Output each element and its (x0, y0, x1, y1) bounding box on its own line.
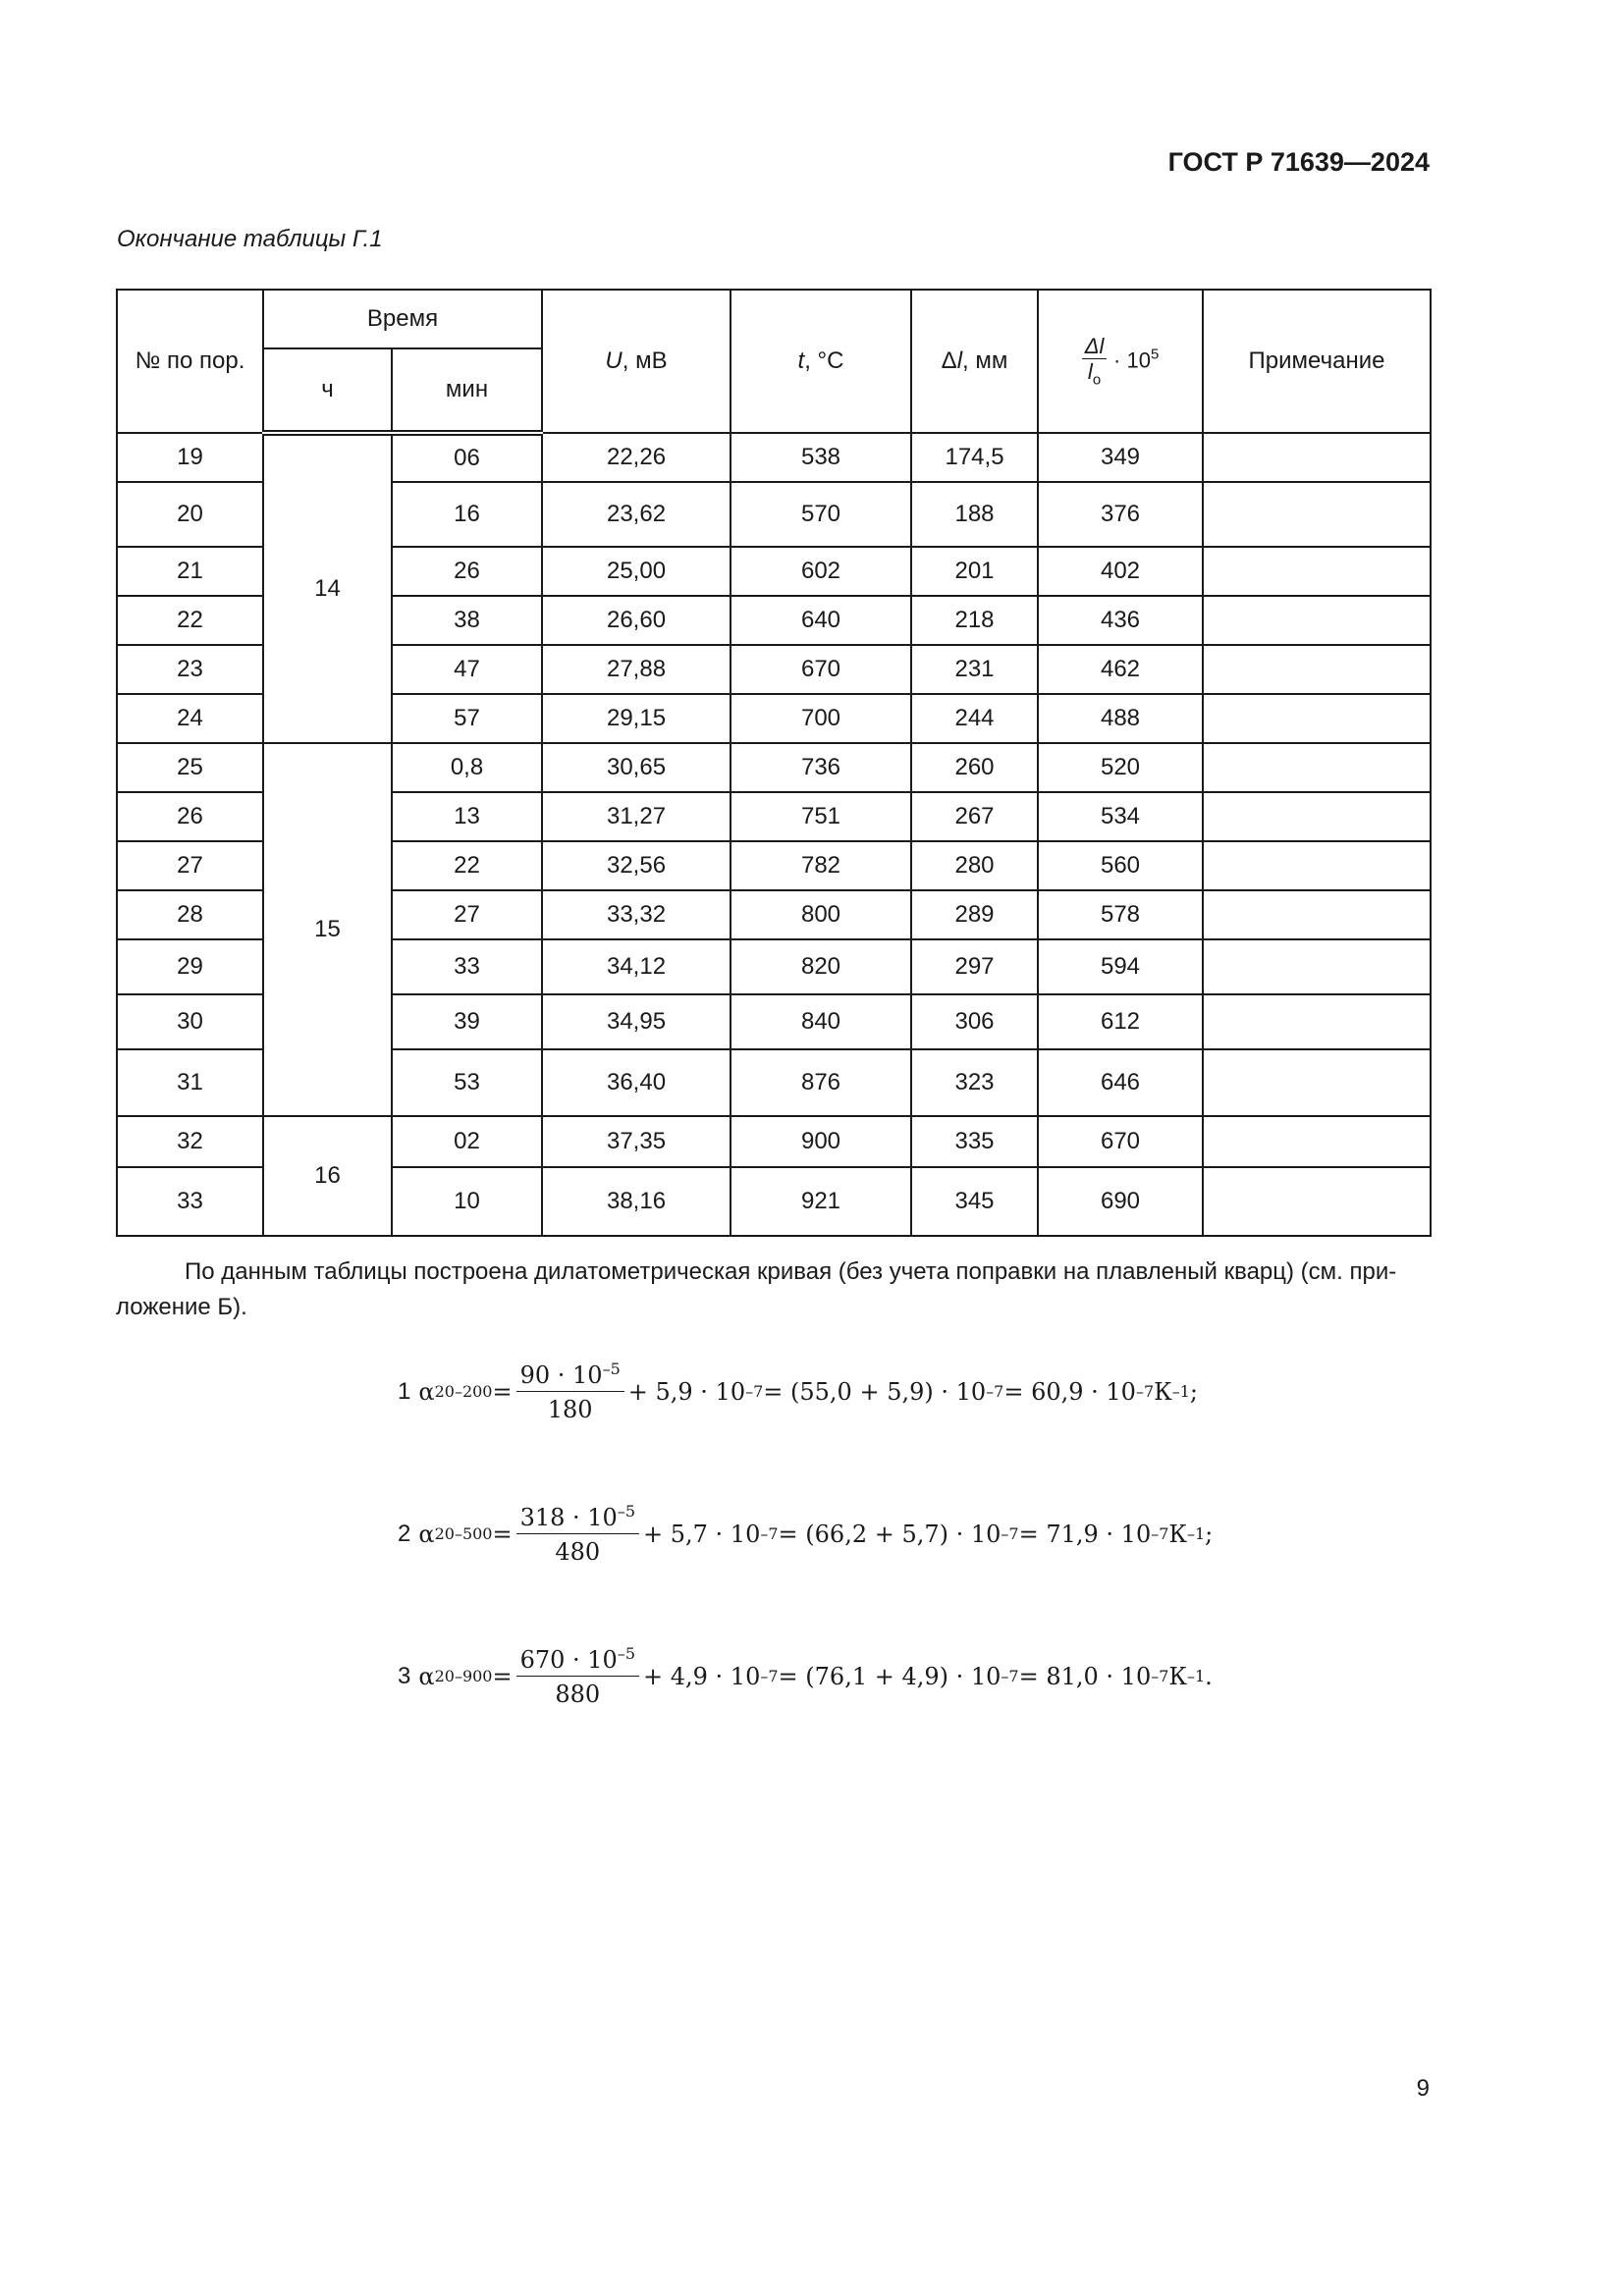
cell-dl: 280 (911, 841, 1038, 890)
alpha-symbol: α (418, 1662, 435, 1690)
cell-minutes: 22 (392, 841, 542, 890)
ratio-numerator: Δl (1082, 334, 1108, 359)
cell-dl: 260 (911, 743, 1038, 792)
formula-unit: К (1168, 1520, 1187, 1548)
cell-t: 800 (731, 890, 911, 939)
fraction-denominator: 480 (555, 1538, 601, 1566)
cell-minutes: 06 (392, 433, 542, 482)
cell-minutes: 27 (392, 890, 542, 939)
cell-ratio: 436 (1038, 596, 1203, 645)
formula-fraction (516, 1644, 639, 1708)
formula-end: ; (1189, 1377, 1198, 1406)
header-hours: ч (263, 348, 392, 433)
cell-note (1203, 645, 1431, 694)
cell-minutes: 47 (392, 645, 542, 694)
alpha-range: 20–500 (434, 1524, 493, 1543)
cell-num: 31 (117, 1049, 263, 1116)
formula-label: 2 (398, 1520, 411, 1547)
document-id: ГОСТ Р 71639—2024 (1167, 147, 1430, 177)
table-body (117, 433, 1431, 1236)
numerator-exponent: –5 (602, 1360, 621, 1378)
cell-u: 32,56 (542, 841, 731, 890)
table-row (117, 1116, 1431, 1167)
cell-dl: 231 (911, 645, 1038, 694)
cell-note (1203, 482, 1431, 547)
cell-minutes: 02 (392, 1116, 542, 1167)
cell-note (1203, 547, 1431, 596)
cell-t: 570 (731, 482, 911, 547)
formula-end: ; (1205, 1520, 1214, 1548)
equals-sign: = (492, 1662, 513, 1690)
formula-unit: К (1168, 1662, 1187, 1690)
cell-t: 670 (731, 645, 911, 694)
header-dl: Δl, мм (911, 290, 1038, 433)
cell-note (1203, 743, 1431, 792)
formula-result: = 71,9 · 10 (1018, 1520, 1152, 1548)
cell-u: 37,35 (542, 1116, 731, 1167)
cell-num: 25 (117, 743, 263, 792)
fraction-numerator (516, 1502, 639, 1534)
formula-exponent: –7 (760, 1667, 779, 1685)
formula-term: + 5,9 · 10 (627, 1377, 746, 1406)
formula-exponent: –7 (1001, 1524, 1019, 1543)
cell-t: 900 (731, 1116, 911, 1167)
cell-dl: 218 (911, 596, 1038, 645)
cell-num: 21 (117, 547, 263, 596)
cell-hours: 16 (263, 1116, 392, 1236)
cell-t: 820 (731, 939, 911, 994)
cell-t: 700 (731, 694, 911, 743)
cell-ratio: 462 (1038, 645, 1203, 694)
formula-fraction (516, 1360, 624, 1423)
alpha-range: 20–200 (434, 1382, 493, 1401)
cell-u: 22,26 (542, 433, 731, 482)
formula-term: = (55,0 + 5,9) · 10 (763, 1377, 987, 1406)
header-time: Время (263, 290, 542, 348)
formula-label: 3 (398, 1662, 411, 1689)
cell-num: 30 (117, 994, 263, 1049)
cell-num: 29 (117, 939, 263, 994)
formula-exponent: –7 (760, 1524, 779, 1543)
unit-exponent: –1 (1186, 1524, 1206, 1543)
formula-exponent: –7 (1001, 1667, 1019, 1685)
paragraph-line-1: По данным таблицы построена дилатометрическая кривая (без учета поправки на плавленый кварц) (см. при- (185, 1258, 1397, 1285)
formula-exponent: –7 (1151, 1524, 1169, 1543)
formula-2 (398, 1502, 1213, 1566)
cell-num: 20 (117, 482, 263, 547)
cell-note (1203, 890, 1431, 939)
cell-note (1203, 1049, 1431, 1116)
cell-t: 840 (731, 994, 911, 1049)
cell-num: 27 (117, 841, 263, 890)
header-u: U, мВ (542, 290, 731, 433)
page-number: 9 (1416, 2075, 1430, 2102)
cell-t: 782 (731, 841, 911, 890)
cell-dl: 244 (911, 694, 1038, 743)
ratio-denominator-sub: o (1092, 371, 1102, 389)
cell-t: 876 (731, 1049, 911, 1116)
alpha-range: 20–900 (434, 1667, 493, 1685)
fraction-denominator: 880 (555, 1681, 601, 1708)
data-table (116, 289, 1432, 1237)
cell-ratio: 670 (1038, 1116, 1203, 1167)
cell-note (1203, 433, 1431, 482)
cell-ratio: 520 (1038, 743, 1203, 792)
cell-dl: 335 (911, 1116, 1038, 1167)
cell-minutes: 39 (392, 994, 542, 1049)
formula-term: + 4,9 · 10 (643, 1662, 761, 1690)
cell-num: 28 (117, 890, 263, 939)
cell-dl: 174,5 (911, 433, 1038, 482)
equals-sign: = (492, 1520, 513, 1548)
cell-num: 19 (117, 433, 263, 482)
cell-minutes: 33 (392, 939, 542, 994)
cell-minutes: 53 (392, 1049, 542, 1116)
cell-t: 921 (731, 1167, 911, 1236)
equals-sign: = (492, 1377, 513, 1406)
cell-u: 30,65 (542, 743, 731, 792)
cell-ratio: 646 (1038, 1049, 1203, 1116)
cell-dl: 345 (911, 1167, 1038, 1236)
unit-exponent: –1 (1171, 1382, 1190, 1401)
formula-3 (398, 1644, 1213, 1708)
cell-num: 32 (117, 1116, 263, 1167)
table-row (117, 743, 1431, 792)
cell-minutes: 10 (392, 1167, 542, 1236)
formula-term: + 5,7 · 10 (643, 1520, 761, 1548)
formula-unit: К (1154, 1377, 1172, 1406)
formula-term: = (76,1 + 4,9) · 10 (778, 1662, 1001, 1690)
fraction-numerator (516, 1644, 639, 1677)
header-note: Примечание (1203, 290, 1431, 433)
cell-num: 22 (117, 596, 263, 645)
cell-ratio: 690 (1038, 1167, 1203, 1236)
cell-ratio: 488 (1038, 694, 1203, 743)
cell-u: 36,40 (542, 1049, 731, 1116)
formula-1 (398, 1360, 1198, 1423)
cell-u: 34,12 (542, 939, 731, 994)
cell-u: 31,27 (542, 792, 731, 841)
formula-exponent: –7 (1151, 1667, 1169, 1685)
cell-num: 26 (117, 792, 263, 841)
numerator-exponent: –5 (617, 1644, 636, 1663)
cell-minutes: 16 (392, 482, 542, 547)
ratio-denominator: l (1087, 359, 1093, 385)
header-t: t, °С (731, 290, 911, 433)
numerator-value: 90 · 10 (519, 1362, 603, 1389)
cell-u: 29,15 (542, 694, 731, 743)
formula-term: = (66,2 + 5,7) · 10 (778, 1520, 1001, 1548)
header-ratio (1038, 290, 1203, 433)
cell-note (1203, 1116, 1431, 1167)
cell-ratio: 402 (1038, 547, 1203, 596)
numerator-value: 318 · 10 (519, 1504, 618, 1531)
cell-num: 23 (117, 645, 263, 694)
cell-minutes: 57 (392, 694, 542, 743)
cell-ratio: 612 (1038, 994, 1203, 1049)
cell-u: 34,95 (542, 994, 731, 1049)
header-minutes: мин (392, 348, 542, 433)
fraction-numerator (516, 1360, 624, 1392)
numerator-value: 670 · 10 (519, 1646, 618, 1674)
header-num: № по пор. (117, 290, 263, 433)
cell-u: 38,16 (542, 1167, 731, 1236)
unit-exponent: –1 (1186, 1667, 1206, 1685)
cell-note (1203, 994, 1431, 1049)
body-paragraph (116, 1255, 1430, 1325)
cell-dl: 188 (911, 482, 1038, 547)
formula-end: . (1205, 1662, 1213, 1690)
cell-note (1203, 694, 1431, 743)
cell-u: 26,60 (542, 596, 731, 645)
cell-hours: 15 (263, 743, 392, 1116)
cell-dl: 201 (911, 547, 1038, 596)
ratio-exponent: 5 (1150, 346, 1160, 363)
cell-t: 640 (731, 596, 911, 645)
cell-note (1203, 792, 1431, 841)
alpha-symbol: α (418, 1377, 435, 1406)
cell-ratio: 534 (1038, 792, 1203, 841)
cell-ratio: 560 (1038, 841, 1203, 890)
cell-t: 602 (731, 547, 911, 596)
cell-note (1203, 596, 1431, 645)
cell-note (1203, 841, 1431, 890)
cell-note (1203, 1167, 1431, 1236)
alpha-symbol: α (418, 1520, 435, 1548)
cell-dl: 297 (911, 939, 1038, 994)
table-row (117, 433, 1431, 482)
cell-u: 27,88 (542, 645, 731, 694)
cell-num: 24 (117, 694, 263, 743)
cell-num: 33 (117, 1167, 263, 1236)
cell-t: 751 (731, 792, 911, 841)
cell-u: 23,62 (542, 482, 731, 547)
cell-t: 736 (731, 743, 911, 792)
cell-dl: 323 (911, 1049, 1038, 1116)
ratio-factor: · 10 (1113, 347, 1151, 373)
formula-exponent: –7 (986, 1382, 1004, 1401)
cell-minutes: 38 (392, 596, 542, 645)
cell-minutes: 0,8 (392, 743, 542, 792)
cell-dl: 306 (911, 994, 1038, 1049)
cell-minutes: 13 (392, 792, 542, 841)
formula-exponent: –7 (1135, 1382, 1155, 1401)
formula-label: 1 (398, 1377, 411, 1405)
cell-note (1203, 939, 1431, 994)
formula-fraction (516, 1502, 639, 1566)
table-caption: Окончание таблицы Г.1 (117, 226, 383, 252)
cell-t: 538 (731, 433, 911, 482)
fraction-denominator: 180 (547, 1396, 593, 1423)
cell-dl: 267 (911, 792, 1038, 841)
formula-result: = 60,9 · 10 (1003, 1377, 1136, 1406)
cell-ratio: 594 (1038, 939, 1203, 994)
cell-u: 25,00 (542, 547, 731, 596)
cell-u: 33,32 (542, 890, 731, 939)
cell-dl: 289 (911, 890, 1038, 939)
paragraph-line-2: ложение Б). (116, 1294, 247, 1320)
cell-ratio: 349 (1038, 433, 1203, 482)
cell-ratio: 578 (1038, 890, 1203, 939)
cell-ratio: 376 (1038, 482, 1203, 547)
formula-exponent: –7 (745, 1382, 764, 1401)
cell-hours: 14 (263, 433, 392, 743)
formula-result: = 81,0 · 10 (1018, 1662, 1152, 1690)
cell-minutes: 26 (392, 547, 542, 596)
numerator-exponent: –5 (617, 1502, 636, 1521)
